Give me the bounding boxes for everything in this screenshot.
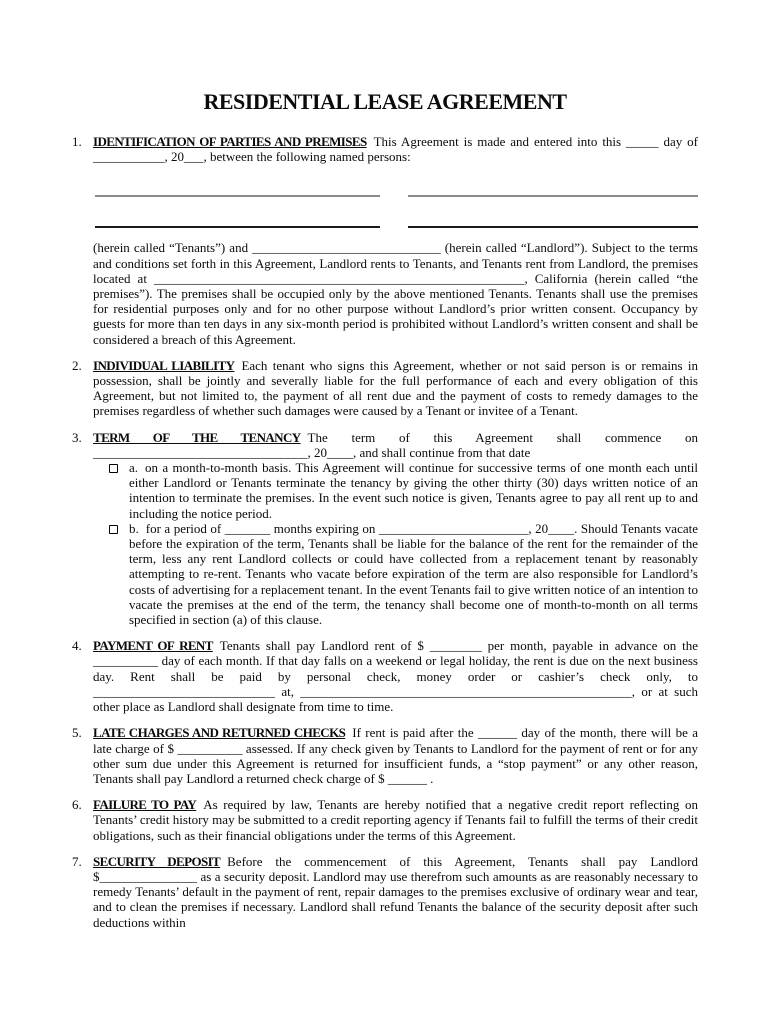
checkbox-icon[interactable] <box>109 525 118 534</box>
section-body-text: Tenants shall pay Landlord rent of $ ________ per month, payable in advance on the __________ day of each month. If that day falls on a weekend or legal holiday, the rent is due on the next business day. Rent shall be paid by personal check, money order or cashier’s check only, to ____________________________ at, ___________________________________________________, or at such other place as Landlord shall designate from time to time. <box>93 638 699 715</box>
section-late-charges <box>72 725 698 786</box>
section-number: 1. <box>72 134 82 149</box>
section-body-text: Each tenant who signs this Agreement, whether or not said person is or remains in possession, shall be jointly and severally liable for the full performance of each and every obligation of this Agreement, but not limited to, the payment of all rent due and the payment of costs to remedy damages to the premises regardless of whether such damages were caused by a Tenant or invitee of a Tenant. <box>93 357 698 419</box>
option-body-text: for a period of _______ months expiring on _______________________, 20____. Should Tenants vacate before the expiration of the term, Tenants shall be liable for the balance of the rent for the remainder of the term, less any rent Landlord collects or could have collected from a replacement tenant by reasonably attempting to re-rent. Tenants who vacate before expiration of the term are also responsible for Landlord’s costs of advertising for a replacement tenant. In the event Tenants fail to give written notice of an intention to vacate the premises at the end of the term, the tenancy shall become one of month-to-month on all terms specified in section (a) of this clause. <box>129 520 698 628</box>
term-option-month-to-month <box>109 460 698 521</box>
section-paragraph <box>93 430 698 460</box>
tenant-name-line-3[interactable] <box>95 197 380 228</box>
section-heading: PAYMENT OF RENT <box>93 638 213 654</box>
term-option-text <box>129 521 698 627</box>
tenant-name-line-4[interactable] <box>408 197 698 228</box>
section-security-deposit <box>72 854 698 930</box>
party-name-lines-row-1 <box>93 164 698 197</box>
section-individual-liability <box>72 358 698 419</box>
section-body-text: As required by law, Tenants are hereby notified that a negative credit report reflecting on Tenants’ credit history may be submitted to a credit reporting agency if Tenants fail to fulfill the terms of their credit obligations, such as their financial obligations under the terms of this Agreement. <box>93 797 698 843</box>
section-identification-of-parties <box>72 134 698 347</box>
option-label: b. <box>129 520 139 536</box>
term-option-fixed-period <box>109 521 698 627</box>
section-number: 2. <box>72 357 82 373</box>
section-number: 7. <box>72 853 82 869</box>
option-label: a. <box>129 460 139 476</box>
section-heading: INDIVIDUAL LIABILITY <box>93 357 235 373</box>
section-paragraph <box>93 725 698 786</box>
section-heading: TERM OF THE TENANCY <box>93 429 301 445</box>
section-paragraph <box>93 797 698 843</box>
checkbox-icon[interactable] <box>109 464 118 473</box>
section-paragraph <box>93 358 698 419</box>
section-paragraph: (herein called “Tenants”) and _____________________________ (herein called “Landlord”). Subject to the terms and conditions set forth in this Agreement, Landlord rents to Tenants, and Tenants rent from Landlord, the premises located at _________________________________________________________, California (herein called “the premises”). The premises shall be occupied only by the above mentioned Tenants. Tenants shall use the premises for residential purposes only and for no other purpose without Landlord’s prior written consent. Occupancy by guests for more than ten days in any six-month period is prohibited without Landlord’s written consent and shall be considered a breach of this Agreement. <box>93 240 698 347</box>
name-lines-gap <box>380 164 408 197</box>
section-paragraph <box>93 854 698 930</box>
section-term-of-tenancy <box>72 430 698 628</box>
option-body-text: on a month-to-month basis. This Agreement will continue for successive terms of one month each until either Landlord or Tenants terminate the tenancy by giving the other thirty (30) days written notice of an intention to terminate the premises. In the event such notice is given, Tenants agree to pay all rent up to and including the notice period. <box>129 460 698 521</box>
term-option-text <box>129 460 698 521</box>
section-payment-of-rent <box>72 638 698 714</box>
section-body-text: This Agreement is made and entered into this _____ day of ___________, 20___, between the following named persons: <box>93 134 698 165</box>
section-body-text: If rent is paid after the ______ day of the month, there will be a late charge of $ __________ assessed. If any check given by Tenants to Landlord for the payment of rent or for any other sum due under this Agreement is returned for insufficient funds, a “stop payment” or any other reason, Tenants shall pay Landlord a returned check charge of $ ______ . <box>93 725 698 786</box>
section-heading: SECURITY DEPOSIT <box>93 853 221 869</box>
document-title: RESIDENTIAL LEASE AGREEMENT <box>203 89 567 114</box>
tenant-name-line-2[interactable] <box>408 164 698 197</box>
name-lines-gap <box>380 197 408 228</box>
section-paragraph <box>93 134 698 164</box>
section-heading: LATE CHARGES AND RETURNED CHECKS <box>93 725 346 741</box>
section-number: 6. <box>72 797 82 813</box>
section-body-text: Before the commencement of this Agreement, Tenants shall pay Landlord $_______________ as a security deposit. Landlord may use therefrom such amounts as are reasonably necessary to remedy Tenants’ default in the payment of rent, repair damages to the premises exclusive of ordinary wear and tear, and to clean the premises if necessary. Landlord shall refund Tenants the balance of the security deposit after such deductions within <box>93 853 698 930</box>
tenant-name-line-1[interactable] <box>95 164 380 197</box>
party-name-lines-row-2 <box>93 197 698 228</box>
section-number: 5. <box>72 725 82 741</box>
section-heading: FAILURE TO PAY <box>93 797 197 813</box>
section-failure-to-pay <box>72 797 698 843</box>
section-number: 3. <box>72 429 82 445</box>
section-heading: IDENTIFICATION OF PARTIES AND PREMISES <box>93 134 367 149</box>
section-paragraph <box>93 638 698 714</box>
section-body-text: The term of this Agreement shall commence on _________________________________, 20____, and shall continue from that date <box>93 429 698 460</box>
section-number: 4. <box>72 638 82 654</box>
